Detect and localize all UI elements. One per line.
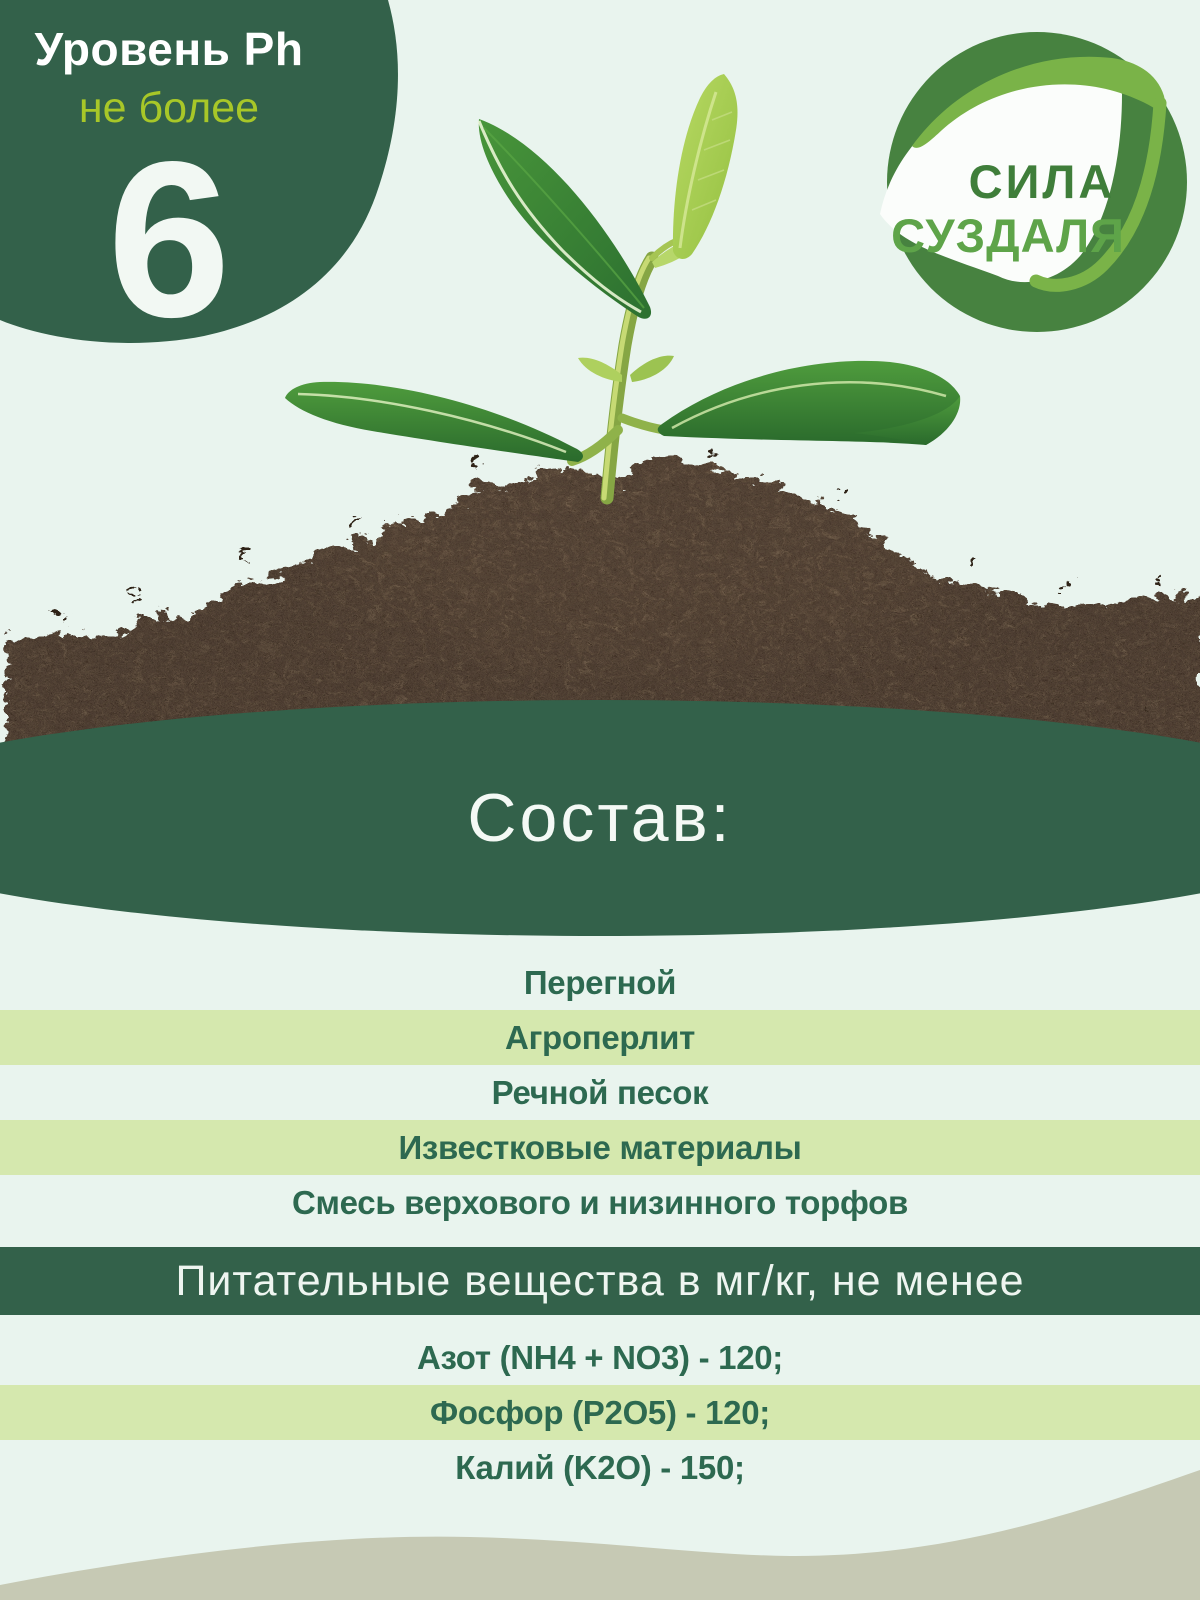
- lower-right-leaf: [658, 361, 960, 445]
- composition-list: [0, 955, 1200, 1230]
- composition-title-band: [0, 700, 1200, 936]
- upper-right-leaf: [673, 74, 738, 259]
- list-item: Перегной: [523, 963, 677, 1001]
- list-item: Калий (K2O) - 150;: [455, 1448, 745, 1486]
- nutrients-header-band: [0, 1247, 1200, 1315]
- lower-left-leaf: [285, 382, 583, 462]
- ph-level-value: 6: [107, 116, 231, 364]
- nutrients-list: [0, 1330, 1200, 1495]
- logo-word-sila: СИЛА: [968, 155, 1116, 208]
- list-item: Смесь верхового и низинного торфов: [292, 1183, 908, 1221]
- logo-word-suzdalya: СУЗДАЛЯ: [891, 209, 1125, 262]
- composition-title: Состав:: [467, 780, 733, 856]
- brand-logo: [850, 18, 1200, 336]
- nutrients-header: Питательные вещества в мг/кг, не менее: [175, 1256, 1025, 1305]
- upper-left-leaf: [479, 119, 651, 319]
- ph-level-title: Уровень Ph: [34, 23, 304, 75]
- list-item: Речной песок: [491, 1073, 709, 1111]
- list-item: Фосфор (P2O5) - 120;: [0, 1385, 1200, 1440]
- ph-badge: [0, 22, 338, 364]
- right-leaflet: [630, 356, 674, 382]
- list-item: Известковые материалы: [0, 1120, 1200, 1175]
- list-item: Азот (NH4 + NO3) - 120;: [416, 1338, 783, 1376]
- list-item: Агроперлит: [0, 1010, 1200, 1065]
- ph-level-subtitle: не более: [78, 84, 260, 132]
